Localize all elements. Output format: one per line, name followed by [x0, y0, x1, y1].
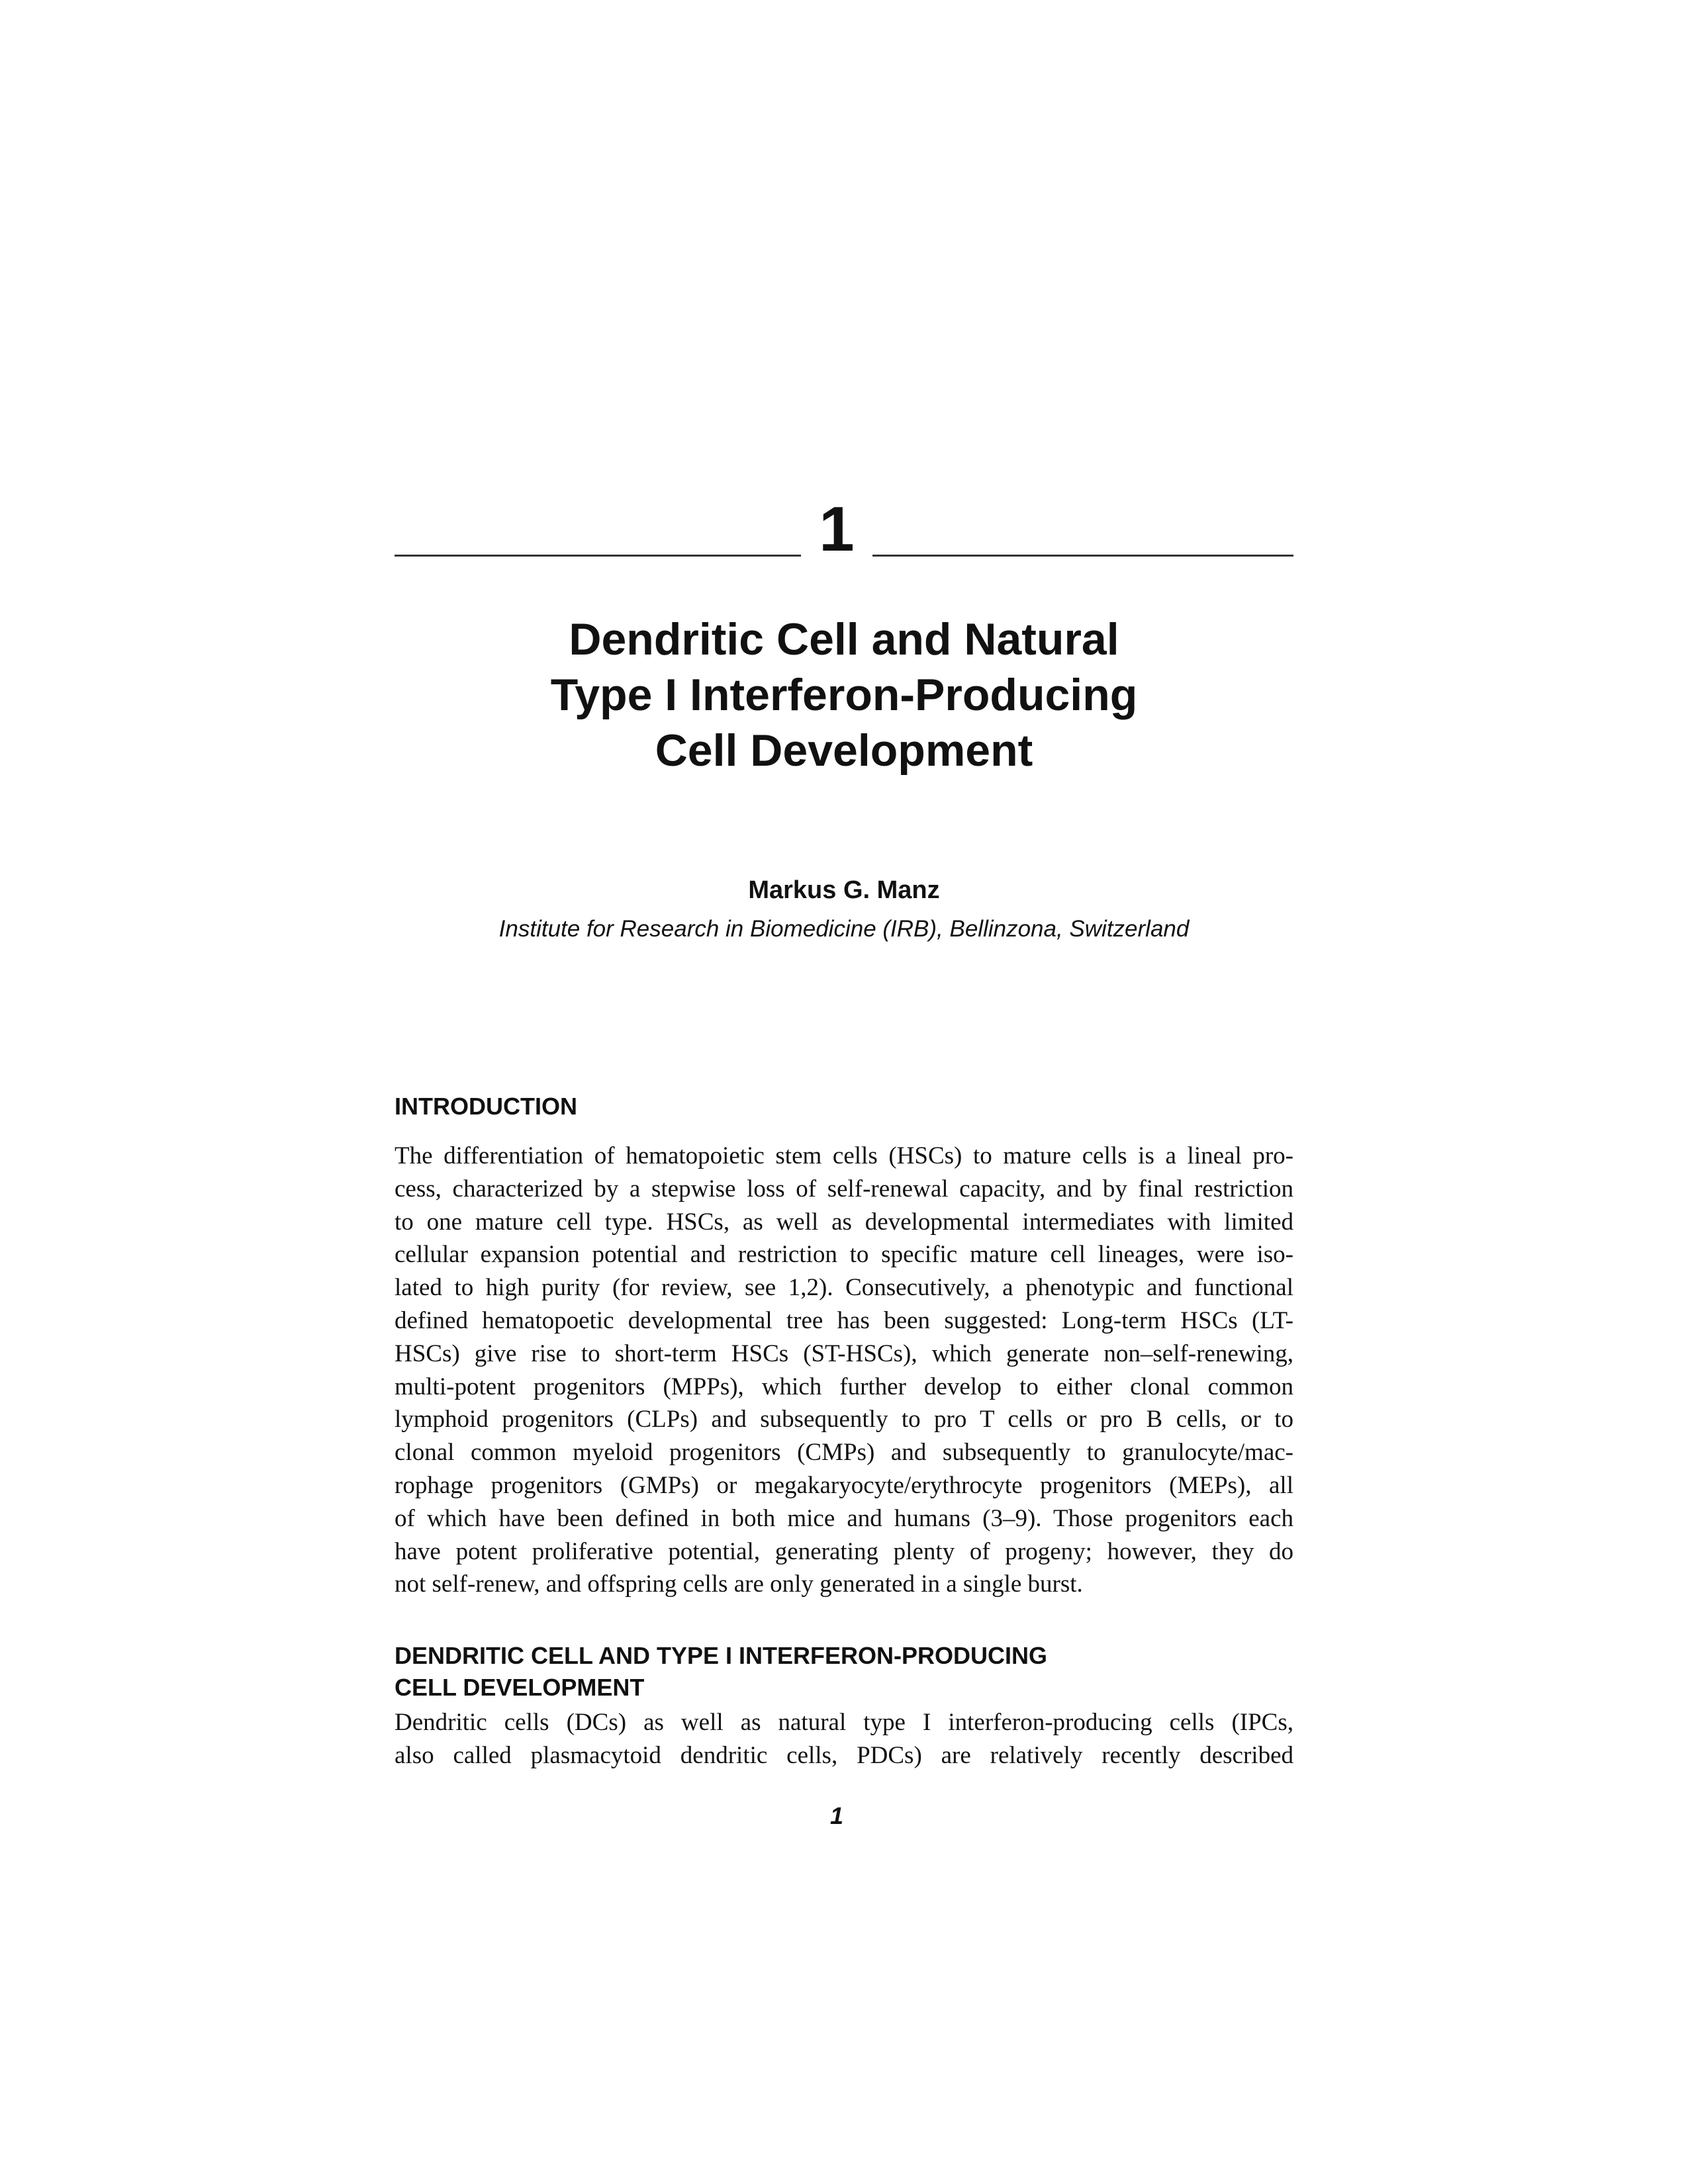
text-line: have potent proliferative potential, generating plenty of progeny; however, they do	[395, 1537, 1293, 1565]
introduction-paragraph	[395, 1140, 1293, 1601]
text-line: not self-renew, and offspring cells are only generated in a single burst.	[395, 1570, 1083, 1598]
text-line: lated to high purity (for review, see 1,2). Consecutively, a phenotypic and functional	[395, 1274, 1293, 1302]
author-affiliation: Institute for Research in Biomedicine (IRB), Bellinzona, Switzerland	[498, 916, 1190, 942]
text-line: multi-potent progenitors (MPPs), which further develop to either clonal common	[395, 1373, 1293, 1400]
chapter-number: 1	[819, 494, 855, 565]
dc-ipc-paragraph	[395, 1706, 1293, 1772]
text-line: cess, characterized by a stepwise loss of self-renewal capacity, and by final restriction	[395, 1175, 1293, 1203]
text-line: lymphoid progenitors (CLPs) and subsequently to pro T cells or pro B cells, or to	[395, 1406, 1293, 1433]
text-line: Dendritic cells (DCs) as well as natural type I interferon-producing cells (IPCs,	[395, 1709, 1293, 1736]
text-line: cellular expansion potential and restriction to specific mature cell lineages, were iso-	[395, 1241, 1293, 1269]
section-heading-line: DENDRITIC CELL AND TYPE I INTERFERON-PRODUCING	[395, 1642, 1048, 1669]
chapter-rule-right	[872, 555, 1293, 557]
section-heading-line: CELL DEVELOPMENT	[395, 1674, 645, 1701]
section-heading-dc-ipc-development	[395, 1640, 1293, 1704]
chapter-title-line: Cell Development	[655, 725, 1033, 776]
section-heading-line: INTRODUCTION	[395, 1093, 577, 1120]
text-line: of which have been defined in both mice and humans (3–9). Those progenitors each	[395, 1504, 1293, 1532]
text-line: to one mature cell type. HSCs, as well as developmental intermediates with limited	[395, 1208, 1293, 1236]
chapter-title	[395, 612, 1293, 778]
text-line: defined hematopoetic developmental tree has been suggested: Long-term HSCs (LT-	[395, 1306, 1293, 1334]
chapter-rule-left	[395, 555, 801, 557]
chapter-title-line: Dendritic Cell and Natural	[569, 614, 1119, 664]
text-line: also called plasmacytoid dendritic cells, PDCs) are relatively recently described	[395, 1741, 1293, 1769]
text-line: HSCs) give rise to short-term HSCs (ST-HSCs), which generate non–self-renewing,	[395, 1340, 1293, 1367]
page-number: 1	[829, 1802, 844, 1829]
text-line: The differentiation of hematopoietic stem cells (HSCs) to mature cells is a lineal pro-	[395, 1142, 1293, 1169]
text-line: clonal common myeloid progenitors (CMPs) and subsequently to granulocyte/mac-	[395, 1439, 1293, 1467]
chapter-title-line: Type I Interferon-Producing	[550, 670, 1138, 720]
text-line: rophage progenitors (GMPs) or megakaryocyte/erythrocyte progenitors (MEPs), all	[395, 1471, 1293, 1499]
section-heading-introduction	[395, 1091, 1293, 1122]
author-name: Markus G. Manz	[748, 876, 940, 904]
